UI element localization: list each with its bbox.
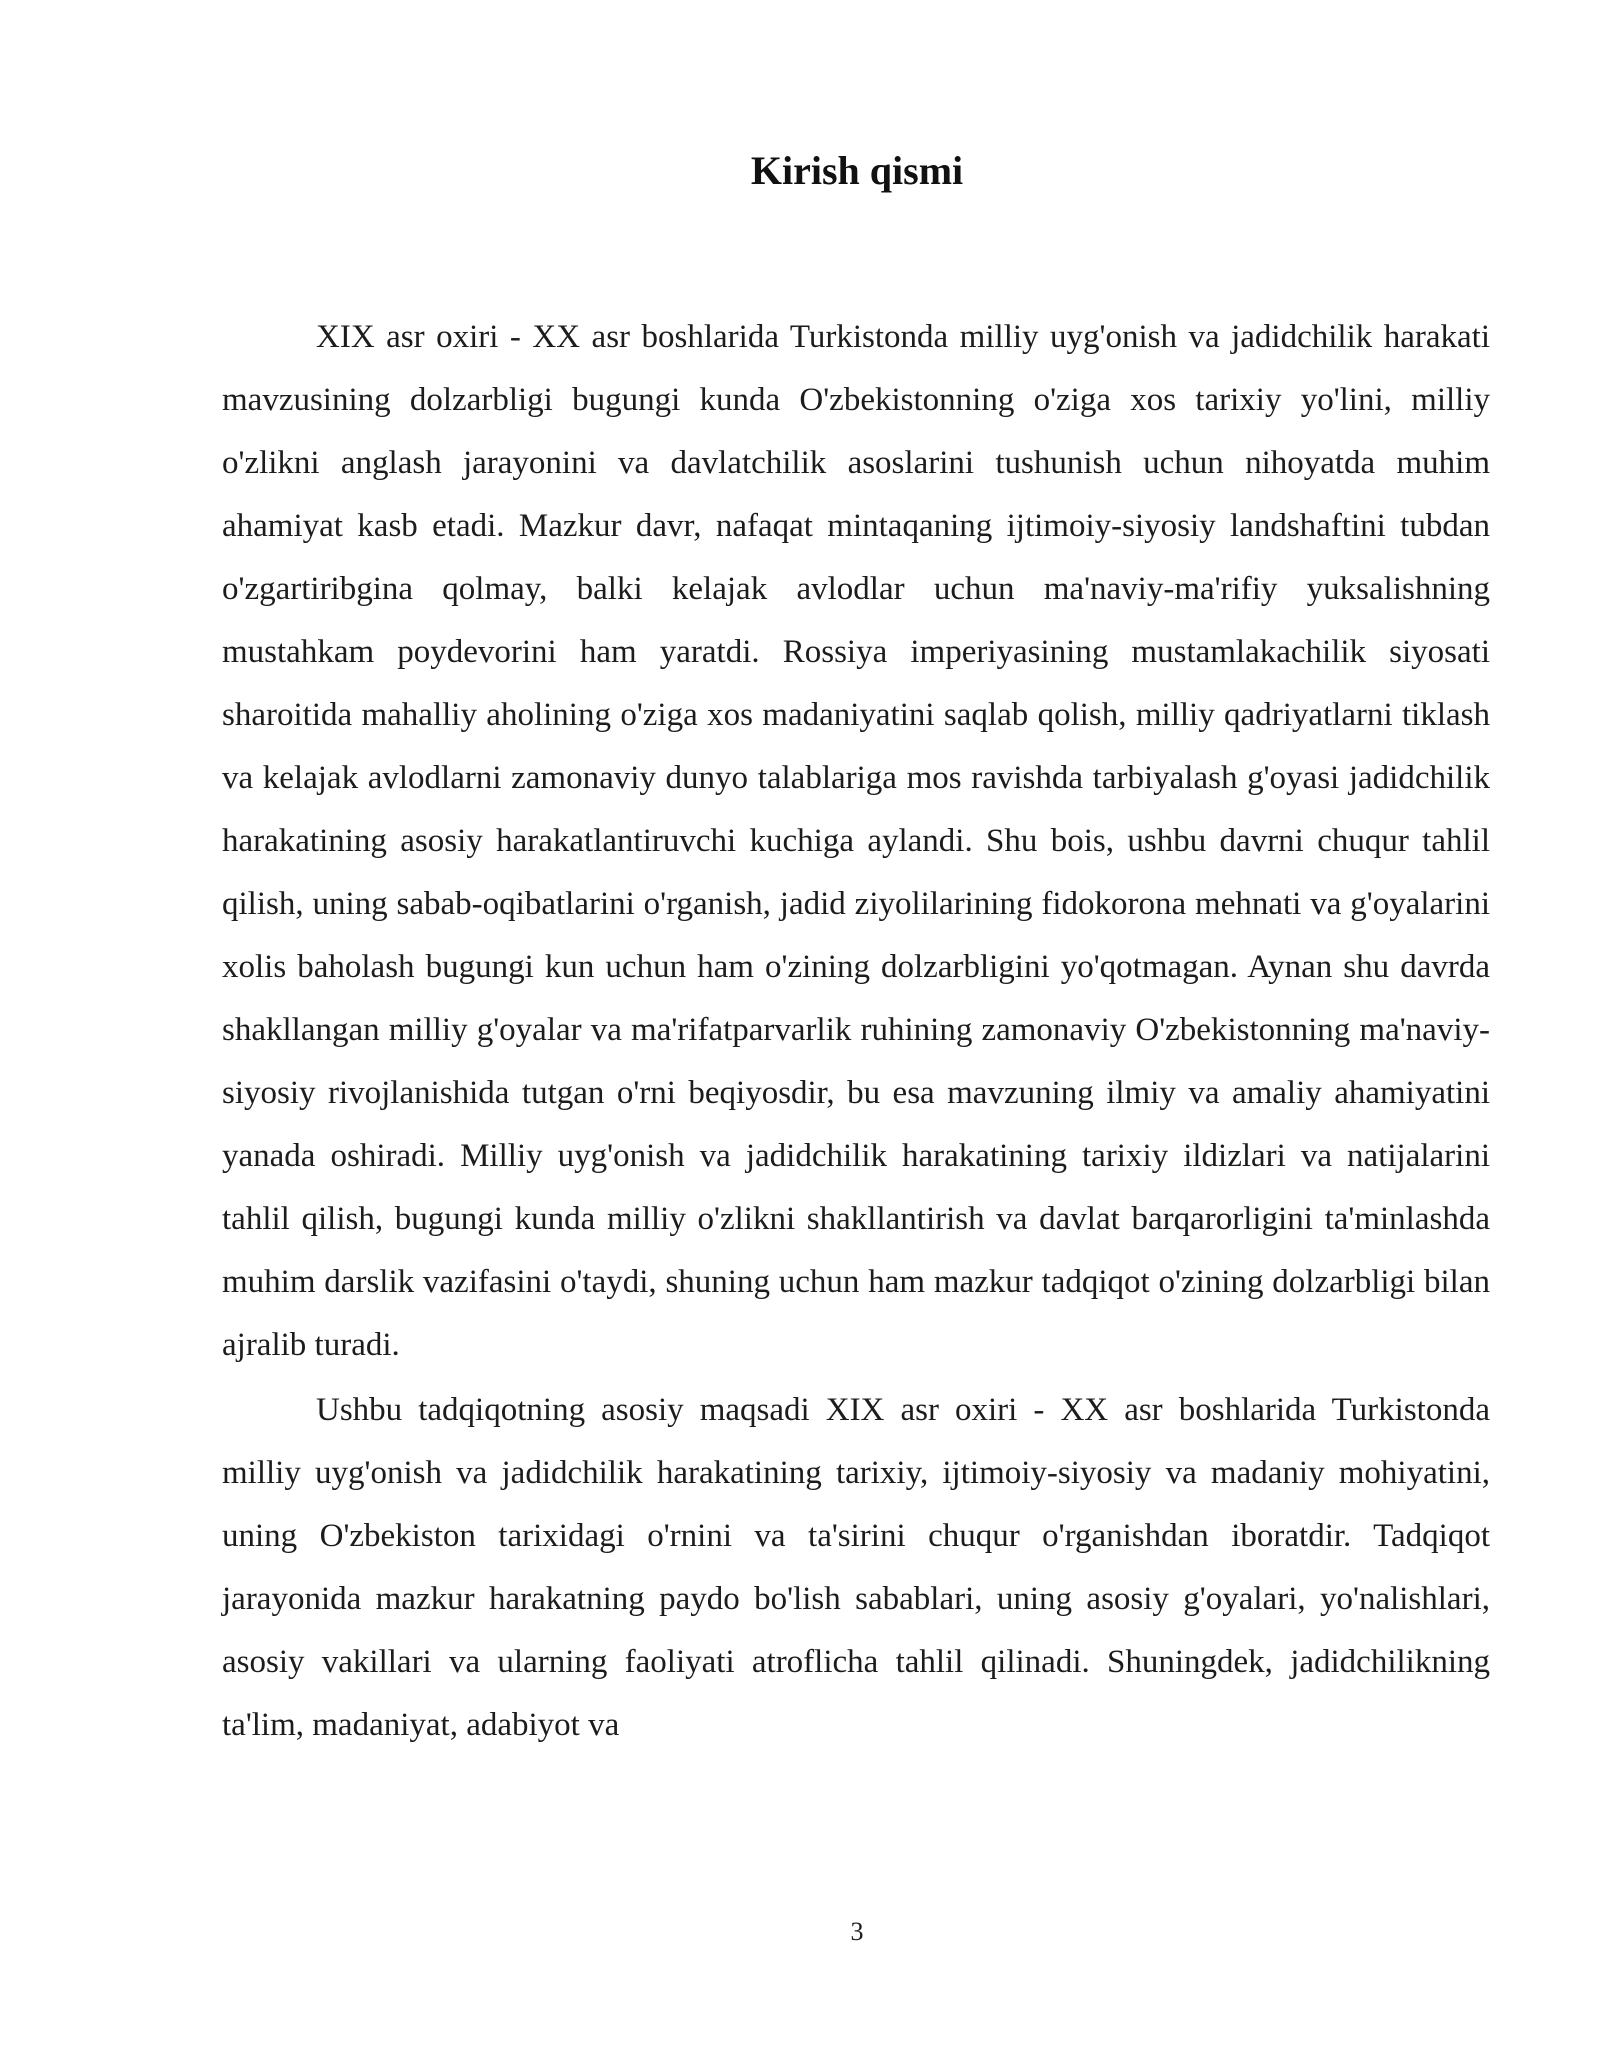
page-number: 3 — [850, 1917, 864, 1946]
paragraph-relevance: XIX asr oxiri - XX asr boshlarida Turkistonda milliy uyg'onish va jadidchilik harakati mavzusining dolzarbligi bugungi kunda O'zbekistonning o'ziga xos tarixiy yo'lini, milliy o'zlikni anglash jarayonini va davlatchilik asoslarini tushunish uchun nihoyatda muhim ahamiyat kasb etadi. Mazkur davr, nafaqat mintaqaning ijtimoiy-siyosiy landshaftini tubdan o'zgartiribgina qolmay, balki kelajak avlodlar uchun ma'naviy-ma'rifiy yuksalishning mustahkam poydevorini ham yaratdi. Rossiya imperiyasining mustamlakachilik siyosati sharoitida mahalliy aholining o'ziga xos madaniyatini saqlab qolish, milliy qadriyatlarni tiklash va kelajak avlodlarni zamonaviy dunyo talablariga mos ravishda tarbiyalash g'oyasi jadidchilik harakatining asosiy harakatlantiruvchi kuchiga aylandi. Shu bois, ushbu davrni chuqur tahlil qilish, uning sabab-oqibatlarini o'rganish, jadid ziyolilarining fidokorona mehnati va g'oyalarini xolis baholash bugungi kun uchun ham o'zining dolzarbligini yo'qotmagan. Aynan shu davrda shakllangan milliy g'oyalar va ma'rifatparvarlik ruhining zamonaviy O'zbekistonning ma'naviy-siyosiy rivojlanishida tutgan o'rni beqiyosdir, bu esa mavzuning ilmiy va amaliy ahamiyatini yanada oshiradi. Milliy uyg'onish va jadidchilik harakatining tarixiy ildizlari va natijalarini tahlil qilish, bugungi kunda milliy o'zlikni shakllantirish va davlat barqarorligini ta'minlashda muhim darslik vazifasini o'taydi, shuning uchun ham mazkur tadqiqot o'zining dolzarbligi bilan ajralib turadi. — [222, 319, 1490, 1363]
body-text — [222, 306, 1490, 1757]
page-title: Kirish qismi — [750, 148, 964, 193]
paragraph-aim: Ushbu tadqiqotning asosiy maqsadi XIX asr oxiri - XX asr boshlarida Turkistonda milliy uyg'onish va jadidchilik harakatining tarixiy, ijtimoiy-siyosiy va madaniy mohiyatini, uning O'zbekiston tarixidagi o'rnini va ta'sirini chuqur o'rganishdan iboratdir. Tadqiqot jarayonida mazkur harakatning paydo bo'lish sabablari, uning asosiy g'oyalari, yo'nalishlari, asosiy vakillari va ularning faoliyati atroflicha tahlil qilinadi. Shuningdek, jadidchilikning ta'lim, madaniyat, adabiyot va — [222, 1392, 1490, 1743]
